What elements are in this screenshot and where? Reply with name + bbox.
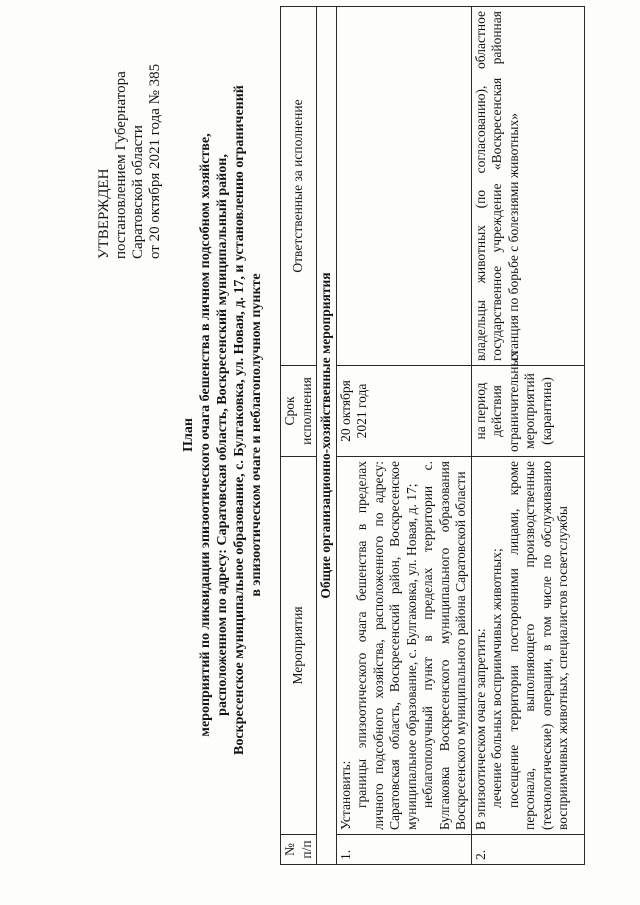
section-row bbox=[317, 7, 337, 865]
approval-line: постановлением Губернатора bbox=[113, 71, 129, 259]
table-row bbox=[336, 7, 471, 865]
plan-subtitle-line: Воскресенское муниципальное образование, с. Булгаковка, ул. Новая, д. 17, и установлению ограничений bbox=[232, 85, 247, 755]
header-number: № п/п bbox=[281, 835, 317, 865]
measure-cell bbox=[336, 457, 471, 835]
section-title: Общие организационно-хозяйственные мероприятия bbox=[317, 7, 337, 865]
approval-date: от 20 октября 2021 года № 385 bbox=[147, 63, 163, 259]
plan-subtitle-line: мероприятий по ликвидации эпизоотического очага бешенства в личном подсобном хозяйстве, bbox=[198, 133, 213, 737]
header-measures: Мероприятия bbox=[281, 457, 317, 835]
term-cell: на период действия ограничительных мероприятий (карантина) bbox=[471, 366, 584, 457]
approval-line: Саратовской области bbox=[130, 125, 146, 259]
measure-cell bbox=[471, 457, 584, 835]
plan-subtitle-line: расположенном по адресу: Саратовская область, Воскресенский муниципальный район, bbox=[215, 154, 230, 716]
table-row bbox=[471, 7, 584, 865]
approval-title: УТВЕРЖДЕН bbox=[96, 168, 112, 259]
row-number: 2. bbox=[471, 835, 584, 865]
row-number: 1. bbox=[336, 835, 471, 865]
plan-heading bbox=[180, 85, 265, 755]
measure-paragraph: посещение территории посторонними лицами, кроме персонала, выполняющего производственные (технологические) операции, в том числе по обслуживанию восприимчивых животных, специалистов госветслужбы bbox=[505, 461, 570, 830]
plan-title: План bbox=[181, 418, 196, 452]
measure-paragraph: границы эпизоотического очага бешенства в пределах личного подсобного хозяйства, расположенного по адресу: Саратовская область, Воскресенский район, Воскресенское муниципальное образование, с. Булгаковка, ул. Новая, д. 17; bbox=[354, 461, 419, 830]
header-responsible: Ответственные за исполнение bbox=[281, 7, 317, 366]
measure-intro: Установить: bbox=[337, 760, 353, 830]
measure-paragraph: лечение больных восприимчивых животных; bbox=[489, 548, 504, 808]
table-header-row bbox=[281, 7, 317, 865]
measure-paragraph: неблагополучный пункт в пределах территории с. Булгаковка Воскресенского муниципального образования Воскресенского муниципального района Саратовской области bbox=[420, 461, 468, 830]
responsible-cell bbox=[336, 7, 471, 366]
plan-subtitle-line: в эпизоотическом очаге и неблагополучном пункте bbox=[249, 273, 264, 597]
measure-intro: В эпизоотическом очаге запретить: bbox=[472, 628, 488, 830]
responsible-cell: владельцы животных (по согласованию), областное государственное учреждение «Воскресенская районная станция по борьбе с болезнями животных» bbox=[471, 7, 584, 366]
measures-table bbox=[280, 6, 585, 865]
approval-stamp bbox=[96, 19, 164, 259]
header-term: Срок исполнения bbox=[281, 366, 317, 457]
term-cell: 20 октября 2021 года bbox=[336, 366, 471, 457]
